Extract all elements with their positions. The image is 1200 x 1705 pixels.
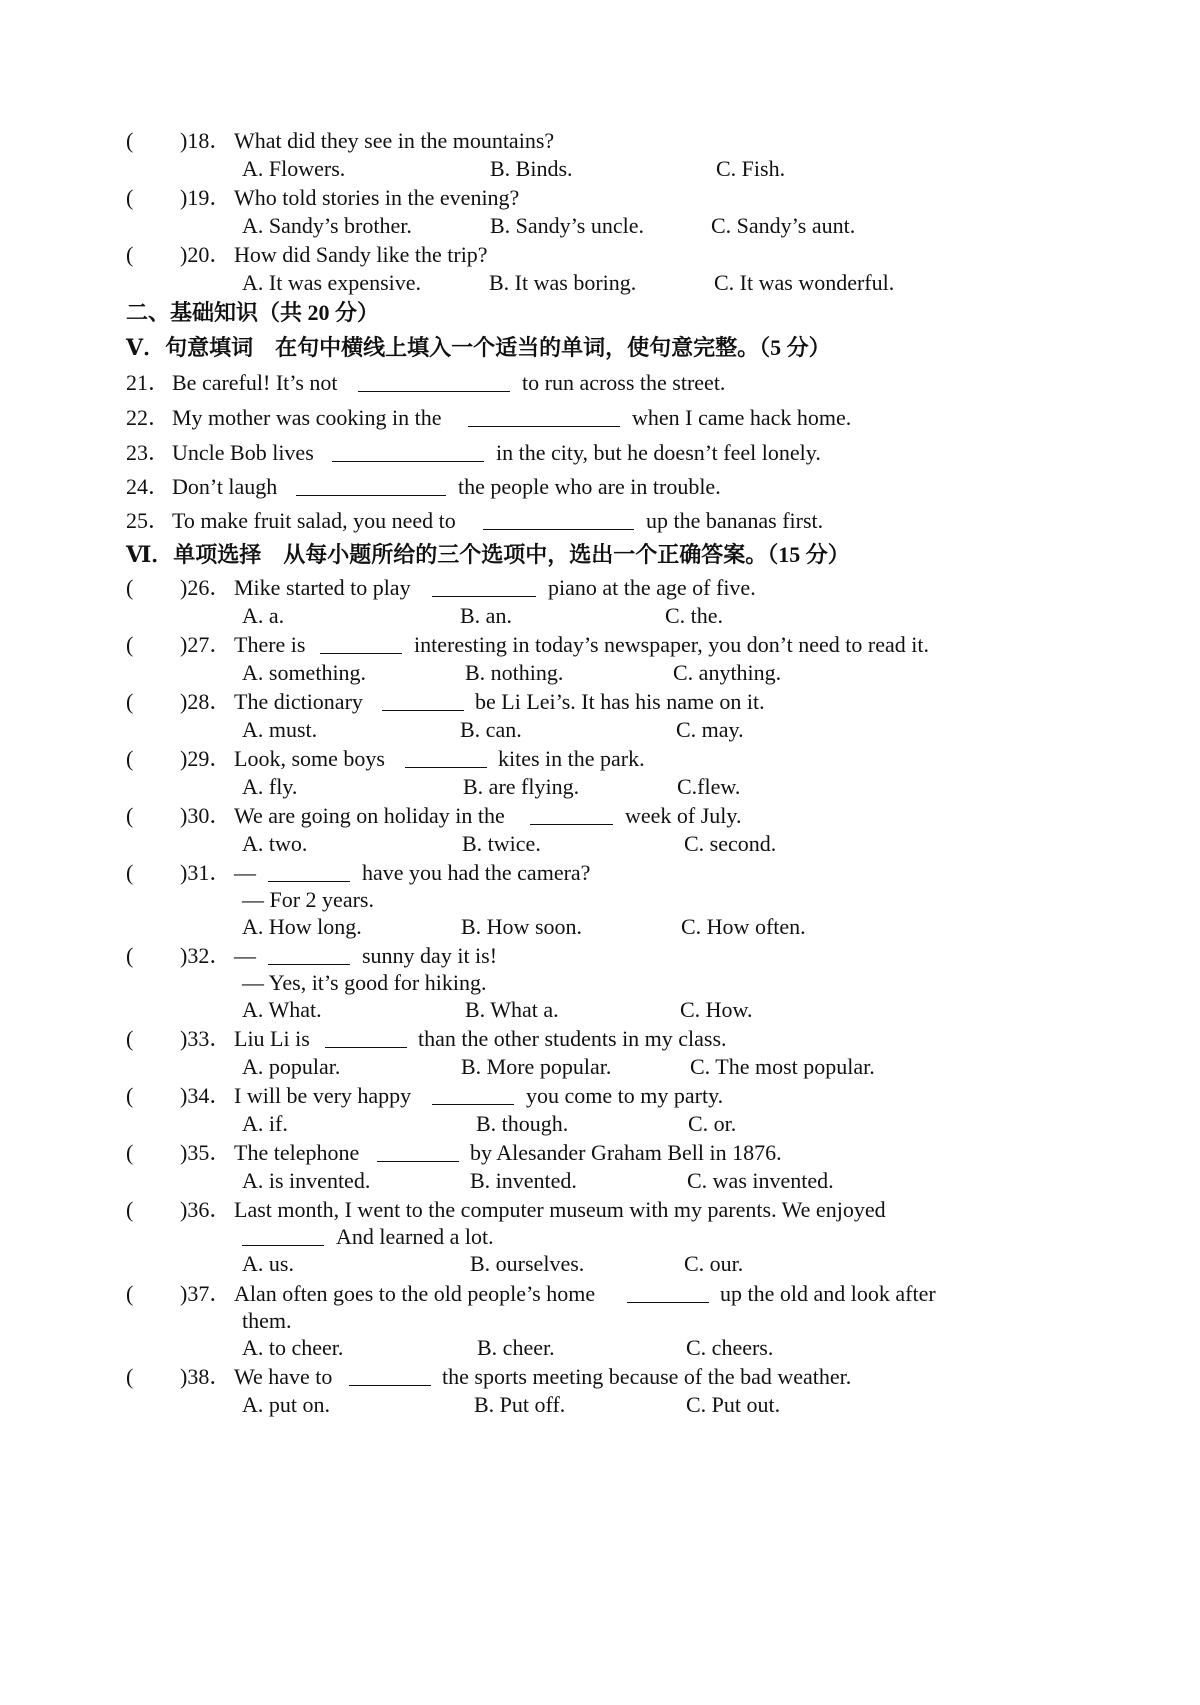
answer-blank[interactable] — [432, 578, 536, 597]
option-b: B. are flying. — [463, 774, 580, 799]
option-a: A. How long. — [242, 914, 362, 939]
answer-blank[interactable] — [432, 1086, 514, 1105]
question-number: )18． — [180, 128, 232, 153]
fill-number: 25． — [126, 508, 171, 533]
option-a: A. put on. — [242, 1392, 330, 1417]
question-stem-end: sunny day it is! — [362, 943, 498, 968]
question-stem-end: you come to my party. — [526, 1083, 724, 1108]
option-a: A. to cheer. — [242, 1335, 344, 1360]
answer-paren[interactable]: ( — [126, 689, 134, 714]
option-b: B. How soon. — [461, 914, 583, 939]
answer-paren[interactable]: ( — [126, 575, 134, 600]
option-b: B. twice. — [462, 831, 541, 856]
fill-text-before: Don’t laugh — [172, 474, 278, 499]
fill-text-after: when I came hack home. — [632, 405, 852, 430]
fill-blank[interactable] — [358, 373, 510, 392]
question-number: )32． — [180, 943, 232, 968]
question-stem-end: have you had the camera? — [362, 860, 591, 885]
fill-text-before: Uncle Bob lives — [172, 440, 314, 465]
question-stem: We are going on holiday in the — [234, 803, 505, 828]
option-a: A. popular. — [242, 1054, 341, 1079]
answer-paren[interactable]: ( — [126, 1026, 134, 1051]
fill-text-after: to run across the street. — [522, 370, 726, 395]
option-b: B. What a. — [465, 997, 559, 1022]
answer-paren[interactable]: ( — [126, 1083, 134, 1108]
answer-paren[interactable]: ( — [126, 1281, 134, 1306]
question-stem-continuation: them. — [242, 1308, 292, 1333]
question-number: )34． — [180, 1083, 232, 1108]
question-number: )28． — [180, 689, 232, 714]
dialog-reply: — For 2 years. — [242, 887, 374, 912]
dialog-reply: — Yes, it’s good for hiking. — [242, 970, 487, 995]
option-a: A. Flowers. — [242, 156, 346, 181]
option-b: B. More popular. — [461, 1054, 612, 1079]
answer-blank[interactable] — [349, 1367, 431, 1386]
fill-number: 22． — [126, 405, 171, 430]
option-b: B. can. — [460, 717, 522, 742]
option-a: A. It was expensive. — [242, 270, 422, 295]
fill-text-before: To make fruit salad, you need to — [172, 508, 456, 533]
option-c: C. Put out. — [686, 1392, 781, 1417]
answer-paren[interactable]: ( — [126, 242, 134, 267]
option-c: C. anything. — [673, 660, 782, 685]
answer-paren[interactable]: ( — [126, 803, 134, 828]
question-stem: Liu Li is — [234, 1026, 310, 1051]
answer-paren[interactable]: ( — [126, 746, 134, 771]
option-c: C. cheers. — [686, 1335, 774, 1360]
fill-blank[interactable] — [332, 443, 484, 462]
option-b: B. though. — [476, 1111, 569, 1136]
option-a: A. us. — [242, 1251, 294, 1276]
section-heading: Ⅴ．句意填词 在句中横线上填入一个适当的单词，使句意完整。（5 分） — [126, 335, 831, 360]
question-stem-end: than the other students in my class. — [418, 1026, 727, 1051]
question-stem: The telephone — [234, 1140, 360, 1165]
question-stem: Who told stories in the evening? — [234, 185, 520, 210]
question-stem: There is — [234, 632, 306, 657]
option-a: A. is invented. — [242, 1168, 371, 1193]
answer-blank[interactable] — [377, 1143, 459, 1162]
answer-paren[interactable]: ( — [126, 1197, 134, 1222]
fill-text-before: Be careful! It’s not — [172, 370, 338, 395]
question-stem-end: piano at the age of five. — [548, 575, 756, 600]
dialog-dash: — — [234, 943, 256, 968]
section-heading: Ⅵ．单项选择 从每小题所给的三个选项中，选出一个正确答案。（15 分） — [126, 542, 850, 567]
option-c: C. Sandy’s aunt. — [711, 213, 856, 238]
question-stem: We have to — [234, 1364, 333, 1389]
answer-paren[interactable]: ( — [126, 943, 134, 968]
part-heading: 二、基础知识（共 20 分） — [126, 300, 380, 325]
answer-blank[interactable] — [627, 1284, 709, 1303]
question-stem-end: interesting in today’s newspaper, you don’t need to read it. — [414, 632, 929, 657]
fill-text-after: up the bananas first. — [646, 508, 824, 533]
question-stem-end: And learned a lot. — [336, 1224, 494, 1249]
option-a: A. a. — [242, 603, 285, 628]
fill-number: 23． — [126, 440, 171, 465]
question-stem-end: up the old and look after — [720, 1281, 936, 1306]
fill-number: 24． — [126, 474, 171, 499]
fill-blank[interactable] — [468, 408, 620, 427]
option-a: A. if. — [242, 1111, 288, 1136]
fill-text-after: the people who are in trouble. — [458, 474, 721, 499]
option-c: C. was invented. — [687, 1168, 834, 1193]
answer-paren[interactable]: ( — [126, 128, 134, 153]
option-b: B. nothing. — [465, 660, 564, 685]
answer-blank[interactable] — [382, 692, 464, 711]
option-c: C. How often. — [681, 914, 806, 939]
answer-paren[interactable]: ( — [126, 1364, 134, 1389]
question-number: )37． — [180, 1281, 232, 1306]
option-b: B. Sandy’s uncle. — [490, 213, 644, 238]
question-stem: What did they see in the mountains? — [234, 128, 555, 153]
fill-text-after: in the city, but he doesn’t feel lonely. — [496, 440, 821, 465]
question-stem: How did Sandy like the trip? — [234, 242, 488, 267]
answer-blank[interactable] — [405, 749, 487, 768]
question-number: )29． — [180, 746, 232, 771]
question-number: )27． — [180, 632, 232, 657]
question-stem: Alan often goes to the old people’s home — [234, 1281, 596, 1306]
option-a: A. fly. — [242, 774, 298, 799]
question-number: )31． — [180, 860, 232, 885]
question-number: )30． — [180, 803, 232, 828]
answer-blank[interactable] — [242, 1227, 324, 1246]
question-stem-end: be Li Lei’s. It has his name on it. — [475, 689, 765, 714]
option-c: C. or. — [688, 1111, 737, 1136]
option-b: B. invented. — [470, 1168, 577, 1193]
question-number: )20． — [180, 242, 232, 267]
question-number: )35． — [180, 1140, 232, 1165]
option-a: A. two. — [242, 831, 308, 856]
answer-blank[interactable] — [320, 635, 402, 654]
option-a: A. Sandy’s brother. — [242, 213, 412, 238]
answer-blank[interactable] — [530, 806, 613, 825]
option-b: B. an. — [460, 603, 512, 628]
question-number: )19． — [180, 185, 232, 210]
question-stem-end: the sports meeting because of the bad weather. — [442, 1364, 852, 1389]
fill-number: 21． — [126, 370, 171, 395]
option-c: C. our. — [684, 1251, 744, 1276]
dialog-dash: — — [234, 860, 256, 885]
option-b: B. cheer. — [477, 1335, 555, 1360]
answer-paren[interactable]: ( — [126, 1140, 134, 1165]
question-stem-end: week of July. — [625, 803, 742, 828]
question-number: )38． — [180, 1364, 232, 1389]
option-c: C. may. — [676, 717, 744, 742]
option-a: A. something. — [242, 660, 367, 685]
answer-blank[interactable] — [268, 946, 350, 965]
option-b: B. Put off. — [474, 1392, 566, 1417]
option-b: B. It was boring. — [489, 270, 637, 295]
fill-blank[interactable] — [296, 477, 446, 496]
answer-blank[interactable] — [268, 863, 350, 882]
question-stem: Look, some boys — [234, 746, 385, 771]
fill-blank[interactable] — [483, 511, 634, 530]
question-number: )36． — [180, 1197, 232, 1222]
answer-paren[interactable]: ( — [126, 632, 134, 657]
question-number: )26． — [180, 575, 232, 600]
question-stem-end: by Alesander Graham Bell in 1876. — [470, 1140, 782, 1165]
question-stem: I will be very happy — [234, 1083, 412, 1108]
answer-blank[interactable] — [325, 1029, 407, 1048]
question-number: )33． — [180, 1026, 232, 1051]
option-b: B. Binds. — [490, 156, 573, 181]
option-c: C. It was wonderful. — [714, 270, 895, 295]
question-stem-end: kites in the park. — [498, 746, 645, 771]
option-c: C.flew. — [677, 774, 741, 799]
option-a: A. must. — [242, 717, 318, 742]
option-c: C. Fish. — [716, 156, 786, 181]
question-stem: Mike started to play — [234, 575, 411, 600]
question-stem: Last month, I went to the computer museum with my parents. We enjoyed — [234, 1197, 886, 1222]
question-stem: The dictionary — [234, 689, 363, 714]
option-b: B. ourselves. — [470, 1251, 585, 1276]
option-a: A. What. — [242, 997, 322, 1022]
option-c: C. the. — [665, 603, 724, 628]
option-c: C. How. — [680, 997, 753, 1022]
option-c: C. The most popular. — [690, 1054, 875, 1079]
answer-paren[interactable]: ( — [126, 185, 134, 210]
fill-text-before: My mother was cooking in the — [172, 405, 442, 430]
answer-paren[interactable]: ( — [126, 860, 134, 885]
option-c: C. second. — [684, 831, 777, 856]
